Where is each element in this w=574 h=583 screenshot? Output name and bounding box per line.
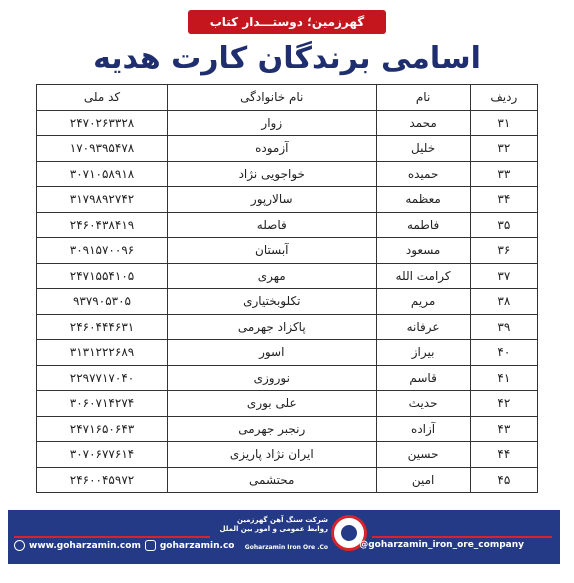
header-badge: گهرزمین؛ دوستـــدار کتاب — [188, 10, 386, 34]
logo-center — [341, 525, 357, 541]
cell-family: پاکزاد جهرمی — [167, 314, 376, 340]
cell-row-number: ۳۳ — [470, 161, 537, 187]
instagram-handle[interactable]: goharzamin.co — [159, 540, 235, 551]
cell-national-id: ۲۲۹۷۷۱۷۰۴۰ — [37, 365, 168, 391]
cell-name: مریم — [376, 289, 470, 315]
cell-family: خواجویی نژاد — [167, 161, 376, 187]
cell-row-number: ۴۵ — [470, 467, 537, 493]
globe-icon — [14, 540, 25, 551]
cell-name: مسعود — [376, 238, 470, 264]
cell-row-number: ۳۶ — [470, 238, 537, 264]
cell-national-id: ۹۳۷۹۰۵۳۰۵ — [37, 289, 168, 315]
cell-name: قاسم — [376, 365, 470, 391]
cell-row-number: ۴۲ — [470, 391, 537, 417]
cell-family: آزموده — [167, 136, 376, 162]
cell-family: اسور — [167, 340, 376, 366]
table-row — [37, 289, 538, 315]
footer-divider-right — [372, 536, 552, 538]
cell-family: آبستان — [167, 238, 376, 264]
page-title: اسامی برندگان کارت هدیه — [93, 41, 481, 76]
header-name: نام — [376, 85, 470, 111]
header-row-number: ردیف — [470, 85, 537, 111]
table-row — [37, 187, 538, 213]
cell-family: محتشمی — [167, 467, 376, 493]
table-row — [37, 212, 538, 238]
cell-family: سالارپور — [167, 187, 376, 213]
table-row — [37, 110, 538, 136]
instagram-icon — [145, 540, 156, 551]
cell-family: مهری — [167, 263, 376, 289]
cell-family: زوار — [167, 110, 376, 136]
cell-row-number: ۳۷ — [470, 263, 537, 289]
table-row — [37, 340, 538, 366]
cell-row-number: ۴۰ — [470, 340, 537, 366]
cell-name: بیراز — [376, 340, 470, 366]
table-row — [37, 263, 538, 289]
cell-national-id: ۲۴۶۰۴۴۴۶۳۱ — [37, 314, 168, 340]
cell-name: حسین — [376, 442, 470, 468]
company-name-line: شرکت سنگ آهن گهرزمین — [236, 516, 328, 524]
cell-name: خلیل — [376, 136, 470, 162]
cell-row-number: ۴۳ — [470, 416, 537, 442]
cell-family: نوروزی — [167, 365, 376, 391]
cell-national-id: ۳۰۷۰۶۷۷۶۱۴ — [37, 442, 168, 468]
cell-national-id: ۳۰۶۰۷۱۴۲۷۴ — [37, 391, 168, 417]
cell-row-number: ۴۴ — [470, 442, 537, 468]
cell-national-id: ۳۱۳۱۲۲۲۶۸۹ — [37, 340, 168, 366]
company-name-fa — [218, 516, 328, 534]
cell-national-id: ۲۴۷۰۲۶۳۳۲۸ — [37, 110, 168, 136]
cell-name: امین — [376, 467, 470, 493]
table-row — [37, 467, 538, 493]
cell-name: آزاده — [376, 416, 470, 442]
cell-row-number: ۳۲ — [470, 136, 537, 162]
table-header-row — [37, 85, 538, 111]
cell-name: فاطمه — [376, 212, 470, 238]
company-department-line: روابط عمومی و امور بین الملل — [219, 525, 328, 533]
table-row — [37, 161, 538, 187]
cell-name: حمیده — [376, 161, 470, 187]
cell-family: رنجبر جهرمی — [167, 416, 376, 442]
cell-name: معظمه — [376, 187, 470, 213]
cell-national-id: ۲۴۶۰۰۴۵۹۷۲ — [37, 467, 168, 493]
table-row — [37, 442, 538, 468]
footer-divider-left — [14, 536, 210, 538]
table-row — [37, 391, 538, 417]
cell-row-number: ۳۸ — [470, 289, 537, 315]
company-name-en: Goharzamin Iron Ore .Co — [244, 544, 328, 551]
cell-national-id: ۲۴۷۱۶۵۰۶۴۳ — [37, 416, 168, 442]
cell-national-id: ۳۰۹۱۵۷۰۰۹۶ — [37, 238, 168, 264]
cell-national-id: ۳۱۷۹۸۹۲۷۴۲ — [37, 187, 168, 213]
cell-name: کرامت الله — [376, 263, 470, 289]
header-national-id: کد ملی — [37, 85, 168, 111]
cell-name: محمد — [376, 110, 470, 136]
cell-family: ایران نژاد پاریزی — [167, 442, 376, 468]
cell-row-number: ۴۱ — [470, 365, 537, 391]
footer-banner — [8, 510, 560, 564]
footer-contact-left — [14, 540, 235, 551]
telegram-handle[interactable]: @goharzamin_iron_ore_company — [359, 540, 524, 550]
cell-national-id: ۲۴۶۰۴۳۸۴۱۹ — [37, 212, 168, 238]
cell-name: حدیث — [376, 391, 470, 417]
cell-family: تکلوبختیاری — [167, 289, 376, 315]
table-row — [37, 416, 538, 442]
cell-family: علی بوری — [167, 391, 376, 417]
cell-row-number: ۳۴ — [470, 187, 537, 213]
cell-national-id: ۲۴۷۱۵۵۴۱۰۵ — [37, 263, 168, 289]
website-link[interactable]: www.goharzamin.com — [29, 540, 141, 551]
header-family: نام خانوادگی — [167, 85, 376, 111]
cell-name: عرفانه — [376, 314, 470, 340]
cell-row-number: ۳۱ — [470, 110, 537, 136]
cell-row-number: ۳۵ — [470, 212, 537, 238]
table-row — [37, 238, 538, 264]
telegram-icon: ✈ — [347, 540, 356, 550]
cell-row-number: ۳۹ — [470, 314, 537, 340]
cell-national-id: ۳۰۷۱۰۵۸۹۱۸ — [37, 161, 168, 187]
cell-family: فاصله — [167, 212, 376, 238]
table-row — [37, 136, 538, 162]
winners-table — [36, 84, 538, 493]
footer-contact-right — [348, 540, 524, 550]
table-row — [37, 314, 538, 340]
cell-national-id: ۱۷۰۹۳۹۵۴۷۸ — [37, 136, 168, 162]
table-row — [37, 365, 538, 391]
